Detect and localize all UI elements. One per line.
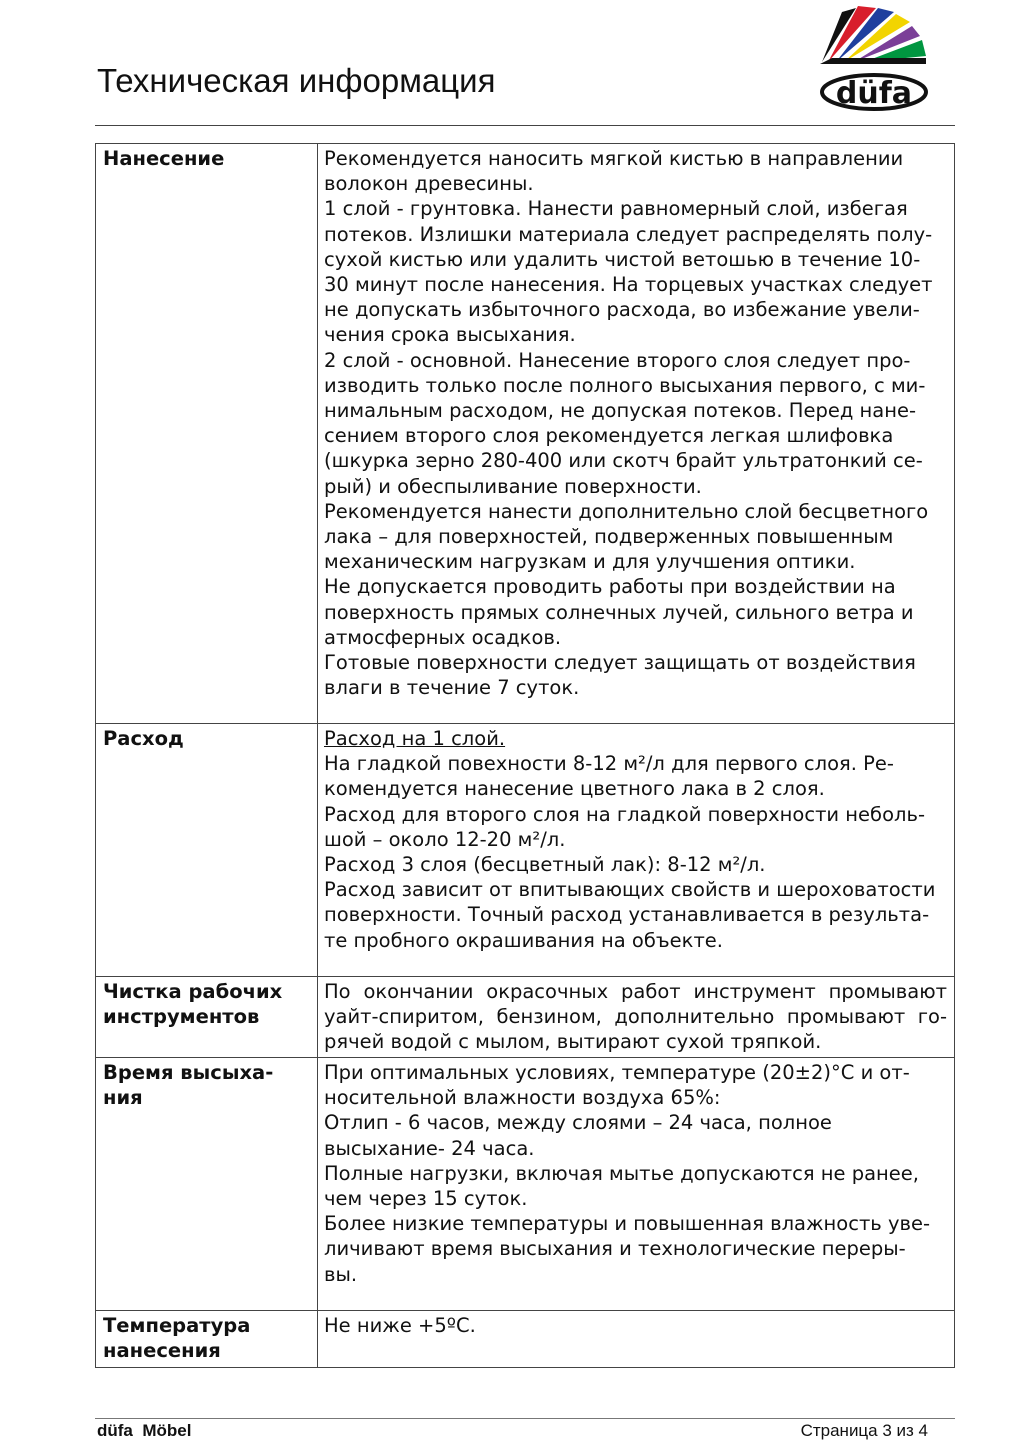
row-content-line: волокон древесины. <box>324 172 534 196</box>
row-content-line: На гладкой повехности 8-12 м²/л для первого слоя. Ре- <box>324 752 894 776</box>
row-content-line: Расход зависит от впитывающих свойств и шероховатости <box>324 878 936 902</box>
row-label-line: Температура <box>103 1314 251 1337</box>
footer-product: düfa Möbel <box>97 1421 192 1440</box>
page-title: Техническая информация <box>97 62 496 99</box>
row-content-line: атмосферных осадков. <box>324 625 562 649</box>
spec-row <box>96 144 955 724</box>
row-content-line: Не ниже +5ºС. <box>324 1314 476 1337</box>
row-content-line: Готовые поверхности следует защищать от воздействия <box>324 651 916 675</box>
logo-wordmark: düfa <box>835 76 913 111</box>
spec-table <box>95 143 955 1368</box>
row-content-line: личивают время высыхания и технологические переры- <box>324 1237 906 1261</box>
spec-row <box>96 724 955 977</box>
row-content-line: По окончании окрасочных работ инструмент промывают <box>324 980 947 1003</box>
spec-row <box>96 977 955 1058</box>
row-content <box>318 724 955 977</box>
spec-row <box>96 1058 955 1311</box>
row-content-line: Полные нагрузки, включая мытье допускаются не ранее, <box>324 1161 919 1185</box>
logo-base <box>820 58 926 64</box>
row-content-line: изводить только после полного высыхания первого, с ми- <box>324 373 926 397</box>
row-content-line: Расход для второго слоя на гладкой поверхности неболь- <box>324 802 925 826</box>
footer-divider <box>95 1418 955 1419</box>
row-content-line: Рекомендуется нанести дополнительно слой бесцветного <box>324 499 929 523</box>
row-content-line: носительной влажности воздуха 65%: <box>324 1086 721 1110</box>
row-label-line: инструментов <box>103 1005 260 1029</box>
row-content-line: лака – для поверхностей, подверженных повышенным <box>324 525 894 549</box>
spec-row <box>96 1311 955 1368</box>
row-content-line: 2 слой - основной. Нанесение второго слоя следует про- <box>324 348 911 372</box>
row-content-line: Расход 3 слоя (бесцветный лак): 8-12 м²/л. <box>324 853 766 877</box>
row-content-line: механическим нагрузкам и для улучшения оптики. <box>324 550 856 574</box>
row-content-line: не допускать избыточного расхода, во избежание увели- <box>324 298 920 322</box>
row-content-line: влаги в течение 7 суток. <box>324 676 580 700</box>
row-content-line: нимальным расходом, не допуская потеков. Перед нане- <box>324 399 916 423</box>
row-content-line: Не допускается проводить работы при воздействии на <box>324 575 896 599</box>
row-content-line: Отлип - 6 часов, между слоями – 24 часа, полное <box>324 1111 832 1135</box>
row-content-line: (шкурка зерно 280-400 или скотч брайт ультратонкий се- <box>324 449 923 473</box>
row-content-line: Более низкие температуры и повышенная влажность уве- <box>324 1212 931 1236</box>
row-content-line: поверхности. Точный расход устанавливается в результа- <box>324 903 930 927</box>
row-content-line: 30 минут после нанесения. На торцевых участках следует <box>324 273 933 297</box>
footer-page-number: Страница 3 из 4 <box>800 1421 928 1440</box>
row-label <box>96 977 318 1058</box>
row-content-line: Расход на 1 слой. <box>324 727 506 750</box>
row-content <box>318 1311 955 1368</box>
row-content-line: поверхность прямых солнечных лучей, сильного ветра и <box>324 600 914 624</box>
row-label-line: Расход <box>103 727 184 750</box>
row-label-line: Нанесение <box>103 147 225 170</box>
row-label <box>96 724 318 977</box>
row-content-line: сухой кистью или удалить чистой ветошью в течение 10- <box>324 247 921 271</box>
header-divider <box>95 125 955 126</box>
row-content-line: те пробного окрашивания на объекте. <box>324 928 723 952</box>
row-content <box>318 144 955 724</box>
row-label <box>96 1311 318 1368</box>
row-label-line: ния <box>103 1086 143 1110</box>
row-content <box>318 977 955 1058</box>
row-content-line: потеков. Излишки материала следует распределять полу- <box>324 222 933 246</box>
row-label <box>96 144 318 724</box>
row-content-line: высыхание- 24 часа. <box>324 1136 535 1160</box>
row-content-line: Рекомендуется наносить мягкой кистью в направлении <box>324 147 904 170</box>
row-content-line: чения срока высыхания. <box>324 323 576 347</box>
row-content <box>318 1058 955 1311</box>
row-content-line: чем через 15 суток. <box>324 1187 528 1211</box>
row-content-line: сением второго слоя рекомендуется легкая шлифовка <box>324 424 894 448</box>
row-content-line: комендуется нанесение цветного лака в 2 слоя. <box>324 777 825 801</box>
row-label-line: Время высыха- <box>103 1061 274 1084</box>
row-label-line: нанесения <box>103 1339 221 1363</box>
row-content-line: вы. <box>324 1262 358 1286</box>
row-content-line: уайт-спиритом, бензином, дополнительно промывают го- <box>324 1005 947 1029</box>
row-label <box>96 1058 318 1311</box>
row-label-line: Чистка рабочих <box>103 980 283 1003</box>
row-content-line: рый) и обеспыливание поверхности. <box>324 474 702 498</box>
dufa-logo <box>818 4 930 112</box>
row-content-line: При оптимальных условиях, температуре (20±2)°С и от- <box>324 1061 910 1084</box>
row-content-line: 1 слой - грунтовка. Нанести равномерный слой, избегая <box>324 197 908 221</box>
row-content-line: рячей водой с мылом, вытирают сухой тряпкой. <box>324 1030 822 1054</box>
row-content-line: шой – около 12-20 м²/л. <box>324 827 566 851</box>
